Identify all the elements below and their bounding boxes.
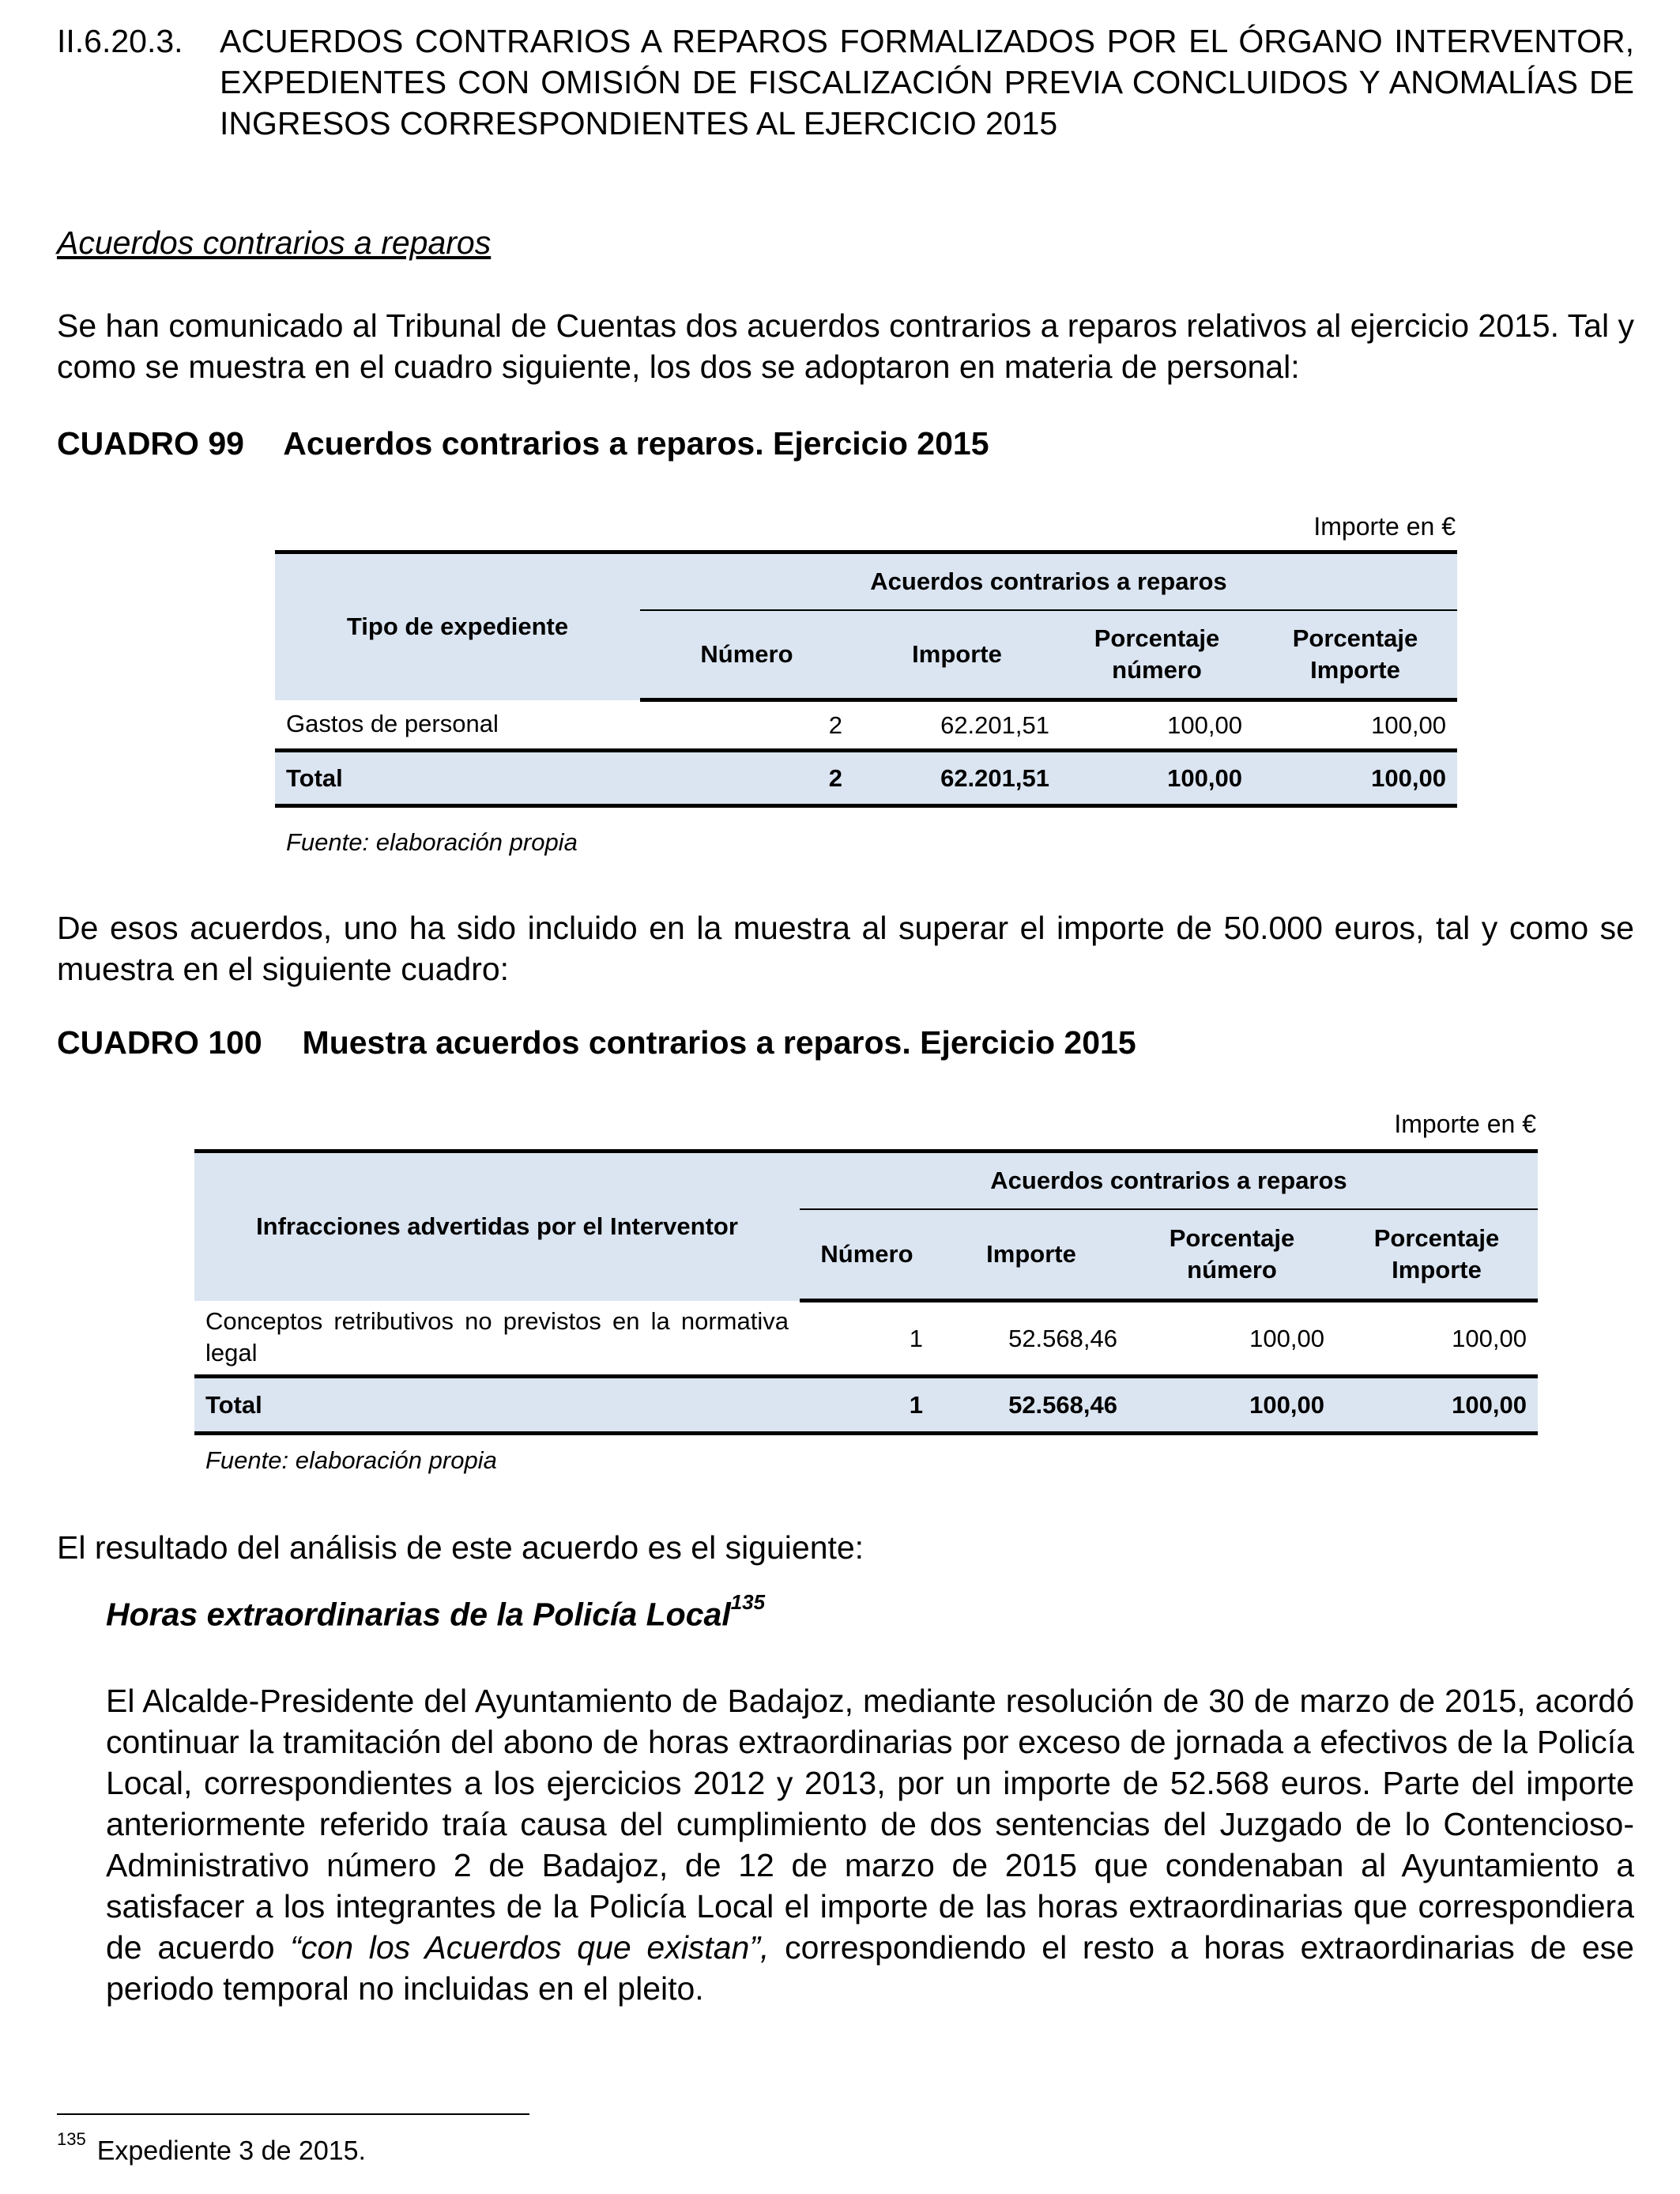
row-label: Gastos de personal: [286, 710, 499, 738]
cuadro-100-table: [194, 1149, 1538, 1435]
col-numero: Número: [640, 610, 853, 700]
footnote-separator: [57, 2113, 529, 2115]
total-pct-importe: 100,00: [1253, 751, 1457, 806]
col-pct-importe: Porcentaje Importe: [1335, 1209, 1538, 1301]
col-pct-importe: Porcentaje Importe: [1253, 610, 1457, 700]
footnote: [57, 2129, 367, 2166]
section-number: II.6.20.3.: [57, 23, 183, 59]
total-pct-numero: 100,00: [1128, 1377, 1335, 1434]
col-tipo-expediente: Tipo de expediente: [275, 552, 640, 700]
total-numero: 1: [800, 1377, 934, 1434]
col-pct-numero: Porcentaje número: [1060, 610, 1253, 700]
row-pct-numero: 100,00: [1167, 711, 1242, 739]
total-label: Total: [194, 1377, 800, 1434]
total-pct-importe: 100,00: [1335, 1377, 1538, 1434]
section-subtitle: [106, 1590, 766, 1634]
group-header: Acuerdos contrarios a reparos: [640, 552, 1457, 611]
row-importe: 62.201,51: [940, 711, 1049, 739]
total-numero: 2: [640, 751, 853, 806]
row-pct-numero: 100,00: [1249, 1324, 1324, 1352]
cuadro-99-label: CUADRO 99: [57, 425, 244, 462]
row-pct-importe: 100,00: [1371, 711, 1446, 739]
cuadro-99-source: Fuente: elaboración propia: [286, 828, 578, 856]
subheading: Acuerdos contrarios a reparos: [57, 224, 492, 261]
cuadro-99-title: Acuerdos contrarios a reparos. Ejercicio 2015: [283, 425, 989, 462]
footnote-text: Expediente 3 de 2015.: [96, 2136, 367, 2166]
cuadro-100-caption: [57, 1024, 1136, 1061]
analysis-text-1: El Alcalde-Presidente del Ayuntamiento de Badajoz, mediante resolución de 30 de marzo de 2015, acordó continuar la tramitación del abono de horas extraordinarias por exceso de jornada a efectivos de la Policía Local, correspondientes a los ejercicios 2012 y 2013, por un importe de 52.568 euros. Parte del importe anteriormente referido traía causa del cumplimiento de dos sentencias del Juzgado de lo Contencioso-Administrativo número 2 de Badajoz, de 12 de marzo de 2015 que condenaban al Ayuntamiento a satisfacer a los integrantes de la Policía Local el importe de las horas extraordinarias que correspondiera de acuerdo: [106, 1683, 1634, 1966]
row-numero: 1: [909, 1324, 923, 1352]
cuadro-100-unit: Importe en €: [1394, 1110, 1536, 1138]
group-header: Acuerdos contrarios a reparos: [800, 1152, 1538, 1210]
cuadro-99-table: [275, 550, 1457, 808]
cuadro-99-unit: Importe en €: [1313, 512, 1456, 541]
table-row: [194, 1301, 1538, 1377]
col-numero: Número: [800, 1209, 934, 1301]
cuadro-100-label: CUADRO 100: [57, 1024, 262, 1061]
paragraph-intro: Se han comunicado al Tribunal de Cuentas dos acuerdos contrarios a reparos relativos al ejercicio 2015. Tal y como se muestra en el cuadro siguiente, los dos se adoptaron en materia de personal:: [57, 307, 1634, 385]
col-pct-numero: Porcentaje número: [1128, 1209, 1335, 1301]
col-infracciones: Infracciones advertidas por el Interventor: [194, 1152, 800, 1301]
row-pct-importe: 100,00: [1452, 1324, 1527, 1352]
footnote-ref[interactable]: 135: [730, 1590, 766, 1614]
total-importe: 52.568,46: [934, 1377, 1128, 1434]
paragraph-resultado: El resultado del análisis de este acuerdo es el siguiente:: [57, 1529, 864, 1566]
cuadro-100-title: Muestra acuerdos contrarios a reparos. Ejercicio 2015: [302, 1024, 1136, 1061]
cuadro-100-source: Fuente: elaboración propia: [205, 1446, 497, 1474]
row-numero: 2: [828, 711, 842, 739]
row-importe: 52.568,46: [1008, 1324, 1117, 1352]
total-importe: 62.201,51: [853, 751, 1060, 806]
total-pct-numero: 100,00: [1060, 751, 1253, 806]
paragraph-analysis: [106, 1680, 1634, 2009]
section-subtitle-text: Horas extraordinarias de la Policía Local: [106, 1596, 731, 1633]
table-row: [275, 700, 1457, 751]
paragraph-muestra: De esos acuerdos, uno ha sido incluido en la muestra al superar el importe de 50.000 euros, tal y como se muestra en el siguiente cuadro:: [57, 910, 1634, 987]
total-row: [194, 1377, 1538, 1434]
row-label: Conceptos retributivos no previstos en la normativa legal: [205, 1307, 789, 1367]
section-title: ACUERDOS CONTRARIOS A REPAROS FORMALIZADOS POR EL ÓRGANO INTERVENTOR, EXPEDIENTES CON OMISIÓN DE FISCALIZACIÓN PREVIA CONCLUIDOS Y ANOMALÍAS DE INGRESOS CORRESPONDIENTES AL EJERCICIO 2015: [220, 23, 1634, 141]
analysis-text-2: correspondiendo el resto a horas extraordinarias de ese periodo temporal no incluidas en el pleito.: [106, 1929, 1634, 2007]
footnote-number: 135: [57, 2129, 86, 2149]
total-row: [275, 751, 1457, 806]
col-importe: Importe: [853, 610, 1060, 700]
analysis-quote: “con los Acuerdos que existan”,: [290, 1929, 770, 1966]
total-label: Total: [275, 751, 640, 806]
cuadro-99-caption: [57, 425, 989, 462]
col-importe: Importe: [934, 1209, 1128, 1301]
